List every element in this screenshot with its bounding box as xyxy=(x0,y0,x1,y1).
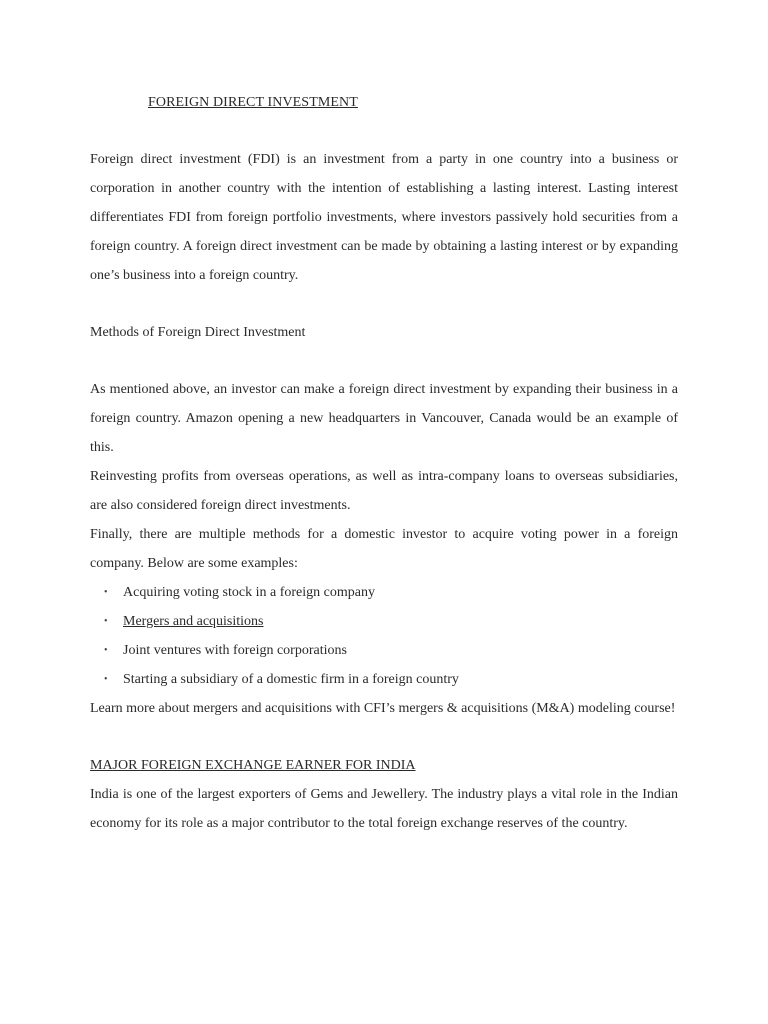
methods-heading: Methods of Foreign Direct Investment xyxy=(90,325,306,340)
document-body xyxy=(90,88,678,838)
list-item xyxy=(90,665,678,694)
section-heading: MAJOR FOREIGN EXCHANGE EARNER FOR INDIA xyxy=(90,758,416,773)
list-item-text: Acquiring voting stock in a foreign company xyxy=(123,585,375,600)
methods-paragraph: Reinvesting profits from overseas operations, as well as intra-company loans to overseas subsidiaries, are also considered foreign direct investments. xyxy=(90,469,678,513)
bullet-icon: • xyxy=(104,616,108,627)
methods-list xyxy=(90,578,678,694)
methods-paragraph: Finally, there are multiple methods for a domestic investor to acquire voting power in a foreign company. Below are some examples: xyxy=(90,527,678,571)
list-item xyxy=(90,636,678,665)
list-item xyxy=(90,578,678,607)
section-paragraph: India is one of the largest exporters of Gems and Jewellery. The industry plays a vital role in the Indian economy for its role as a major contributor to the total foreign exchange reserves of the country. xyxy=(90,787,678,831)
document-title: FOREIGN DIRECT INVESTMENT xyxy=(148,95,358,110)
list-item-text: Joint ventures with foreign corporations xyxy=(123,643,347,658)
mergers-and-acquisitions-link[interactable]: Mergers and acquisitions xyxy=(123,614,264,629)
learn-more-paragraph: Learn more about mergers and acquisitions with CFI’s mergers & acquisitions (M&A) modeling course! xyxy=(90,701,676,716)
list-item xyxy=(90,607,678,636)
bullet-icon: • xyxy=(104,587,108,598)
methods-paragraph: As mentioned above, an investor can make a foreign direct investment by expanding their business in a foreign country. Amazon opening a new headquarters in Vancouver, Canada would be an example of this. xyxy=(90,382,678,455)
bullet-icon: • xyxy=(104,674,108,685)
bullet-icon: • xyxy=(104,645,108,656)
intro-paragraph: Foreign direct investment (FDI) is an investment from a party in one country into a business or corporation in another country with the intention of establishing a lasting interest. Lasting interest differentiates FDI from foreign portfolio investments, where investors passively hold securities from a foreign country. A foreign direct investment can be made by obtaining a lasting interest or by expanding one’s business into a foreign country. xyxy=(90,152,678,283)
list-item-text: Starting a subsidiary of a domestic firm in a foreign country xyxy=(123,672,459,687)
